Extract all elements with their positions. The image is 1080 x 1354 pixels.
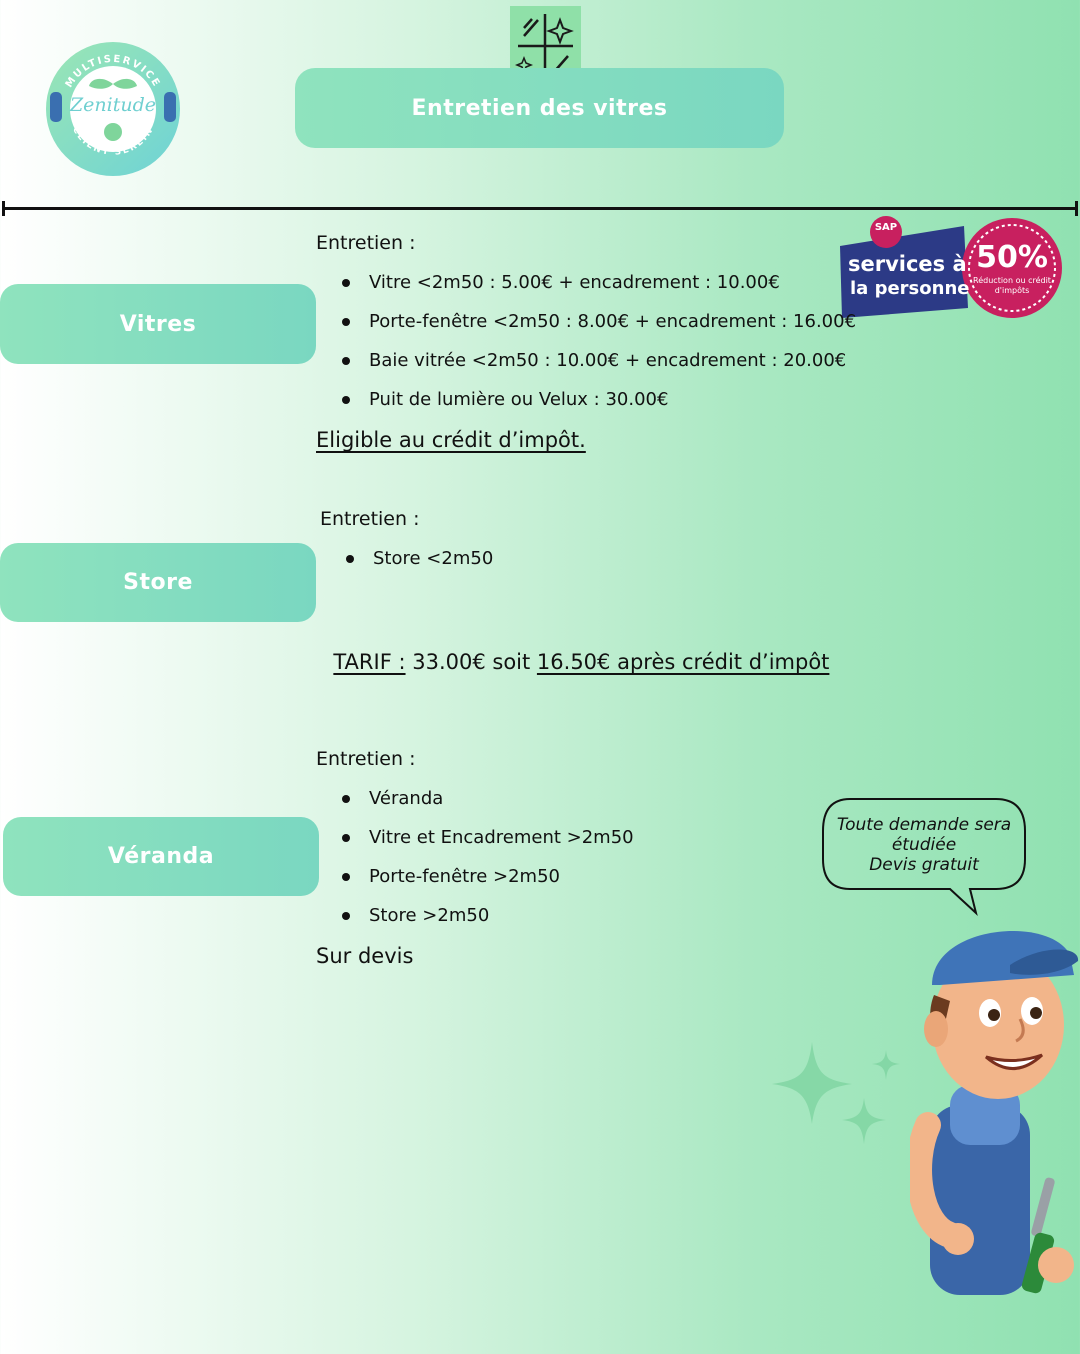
list-item-text: Véranda: [369, 788, 444, 809]
badge-line2: la personne: [850, 278, 970, 299]
page-title: [295, 68, 784, 148]
list-item: [316, 901, 634, 940]
bullet-icon: [342, 834, 350, 842]
list-item: [316, 268, 856, 307]
list-item: [316, 784, 634, 823]
page-title-text: Entretien des vitres: [411, 95, 668, 121]
store-tarif: [320, 626, 829, 674]
logo-name: Zenitude: [69, 94, 157, 116]
bullet-icon: [346, 555, 354, 563]
list-item-text: Vitre <2m50 : 5.00€ + encadrement : 10.00€: [369, 272, 780, 293]
svg-text:CLIENT SEREIN: [70, 125, 156, 158]
section-label-store-text: Store: [123, 570, 193, 595]
badge-line1: services à: [848, 252, 967, 276]
services-a-la-personne-badge: [836, 212, 1066, 324]
veranda-list: [316, 784, 634, 940]
section-label-veranda-text: Véranda: [107, 844, 215, 869]
svg-text:MULTISERVICE: [64, 54, 162, 90]
store-heading: Entretien :: [320, 508, 420, 530]
bullet-icon: [342, 795, 350, 803]
list-item: [320, 544, 493, 583]
speech-bubble-line1: Toute demande sera: [836, 815, 1012, 835]
list-item-text: Baie vitrée <2m50 : 10.00€ + encadrement : 20.00€: [369, 350, 847, 371]
vitres-heading: Entretien :: [316, 232, 416, 254]
badge-percent-note-2: d'impôts: [994, 286, 1030, 295]
speech-bubble-line2: étudiée: [891, 835, 957, 855]
list-item-text: Store <2m50: [373, 548, 494, 569]
bullet-icon: [342, 873, 350, 881]
bullet-icon: [342, 357, 350, 365]
worker-mascot: [910, 915, 1080, 1350]
logo-ring-top-text: MULTISERVICE: [63, 53, 163, 90]
bullet-icon: [342, 318, 350, 326]
logo-ring-bottom-text: CLIENT SEREIN: [69, 125, 157, 158]
veranda-heading: Entretien :: [316, 748, 416, 770]
list-item-text: Porte-fenêtre >2m50: [369, 866, 560, 887]
bullet-icon: [342, 912, 350, 920]
badge-percent: 50%: [976, 240, 1048, 275]
list-item: [316, 346, 856, 385]
bullet-icon: [342, 396, 350, 404]
logo: [44, 40, 182, 178]
store-list: [320, 544, 493, 583]
speech-bubble-line3: Devis gratuit: [869, 855, 979, 875]
store-tarif-after-credit: 16.50€ après crédit d’impôt: [536, 650, 830, 674]
vitres-tax-note: Eligible au crédit d’impôt.: [316, 428, 586, 452]
speech-bubble: [820, 797, 1028, 917]
section-label-veranda: [3, 817, 319, 896]
store-tarif-label: TARIF :: [333, 650, 406, 674]
divider-line: [2, 207, 1078, 210]
badge-percent-note-1: Réduction ou crédit: [973, 276, 1051, 285]
section-label-store: [0, 543, 316, 622]
list-item: [316, 385, 856, 424]
store-tarif-value: 33.00€ soit: [405, 650, 537, 674]
list-item-text: Puit de lumière ou Velux : 30.00€: [369, 389, 669, 410]
vitres-list: [316, 268, 856, 424]
veranda-note: Sur devis: [316, 944, 414, 968]
bullet-icon: [342, 279, 350, 287]
sparkle-icons: [770, 1040, 910, 1150]
section-label-vitres-text: Vitres: [119, 311, 197, 337]
list-item: [316, 307, 856, 346]
list-item-text: Vitre et Encadrement >2m50: [369, 827, 634, 848]
list-item: [316, 862, 634, 901]
list-item-text: Store >2m50: [369, 905, 490, 926]
list-item-text: Porte-fenêtre <2m50 : 8.00€ + encadrement : 16.00€: [369, 311, 857, 332]
list-item: [316, 823, 634, 862]
section-label-vitres: [0, 284, 316, 364]
badge-brand: SAP: [874, 222, 898, 233]
